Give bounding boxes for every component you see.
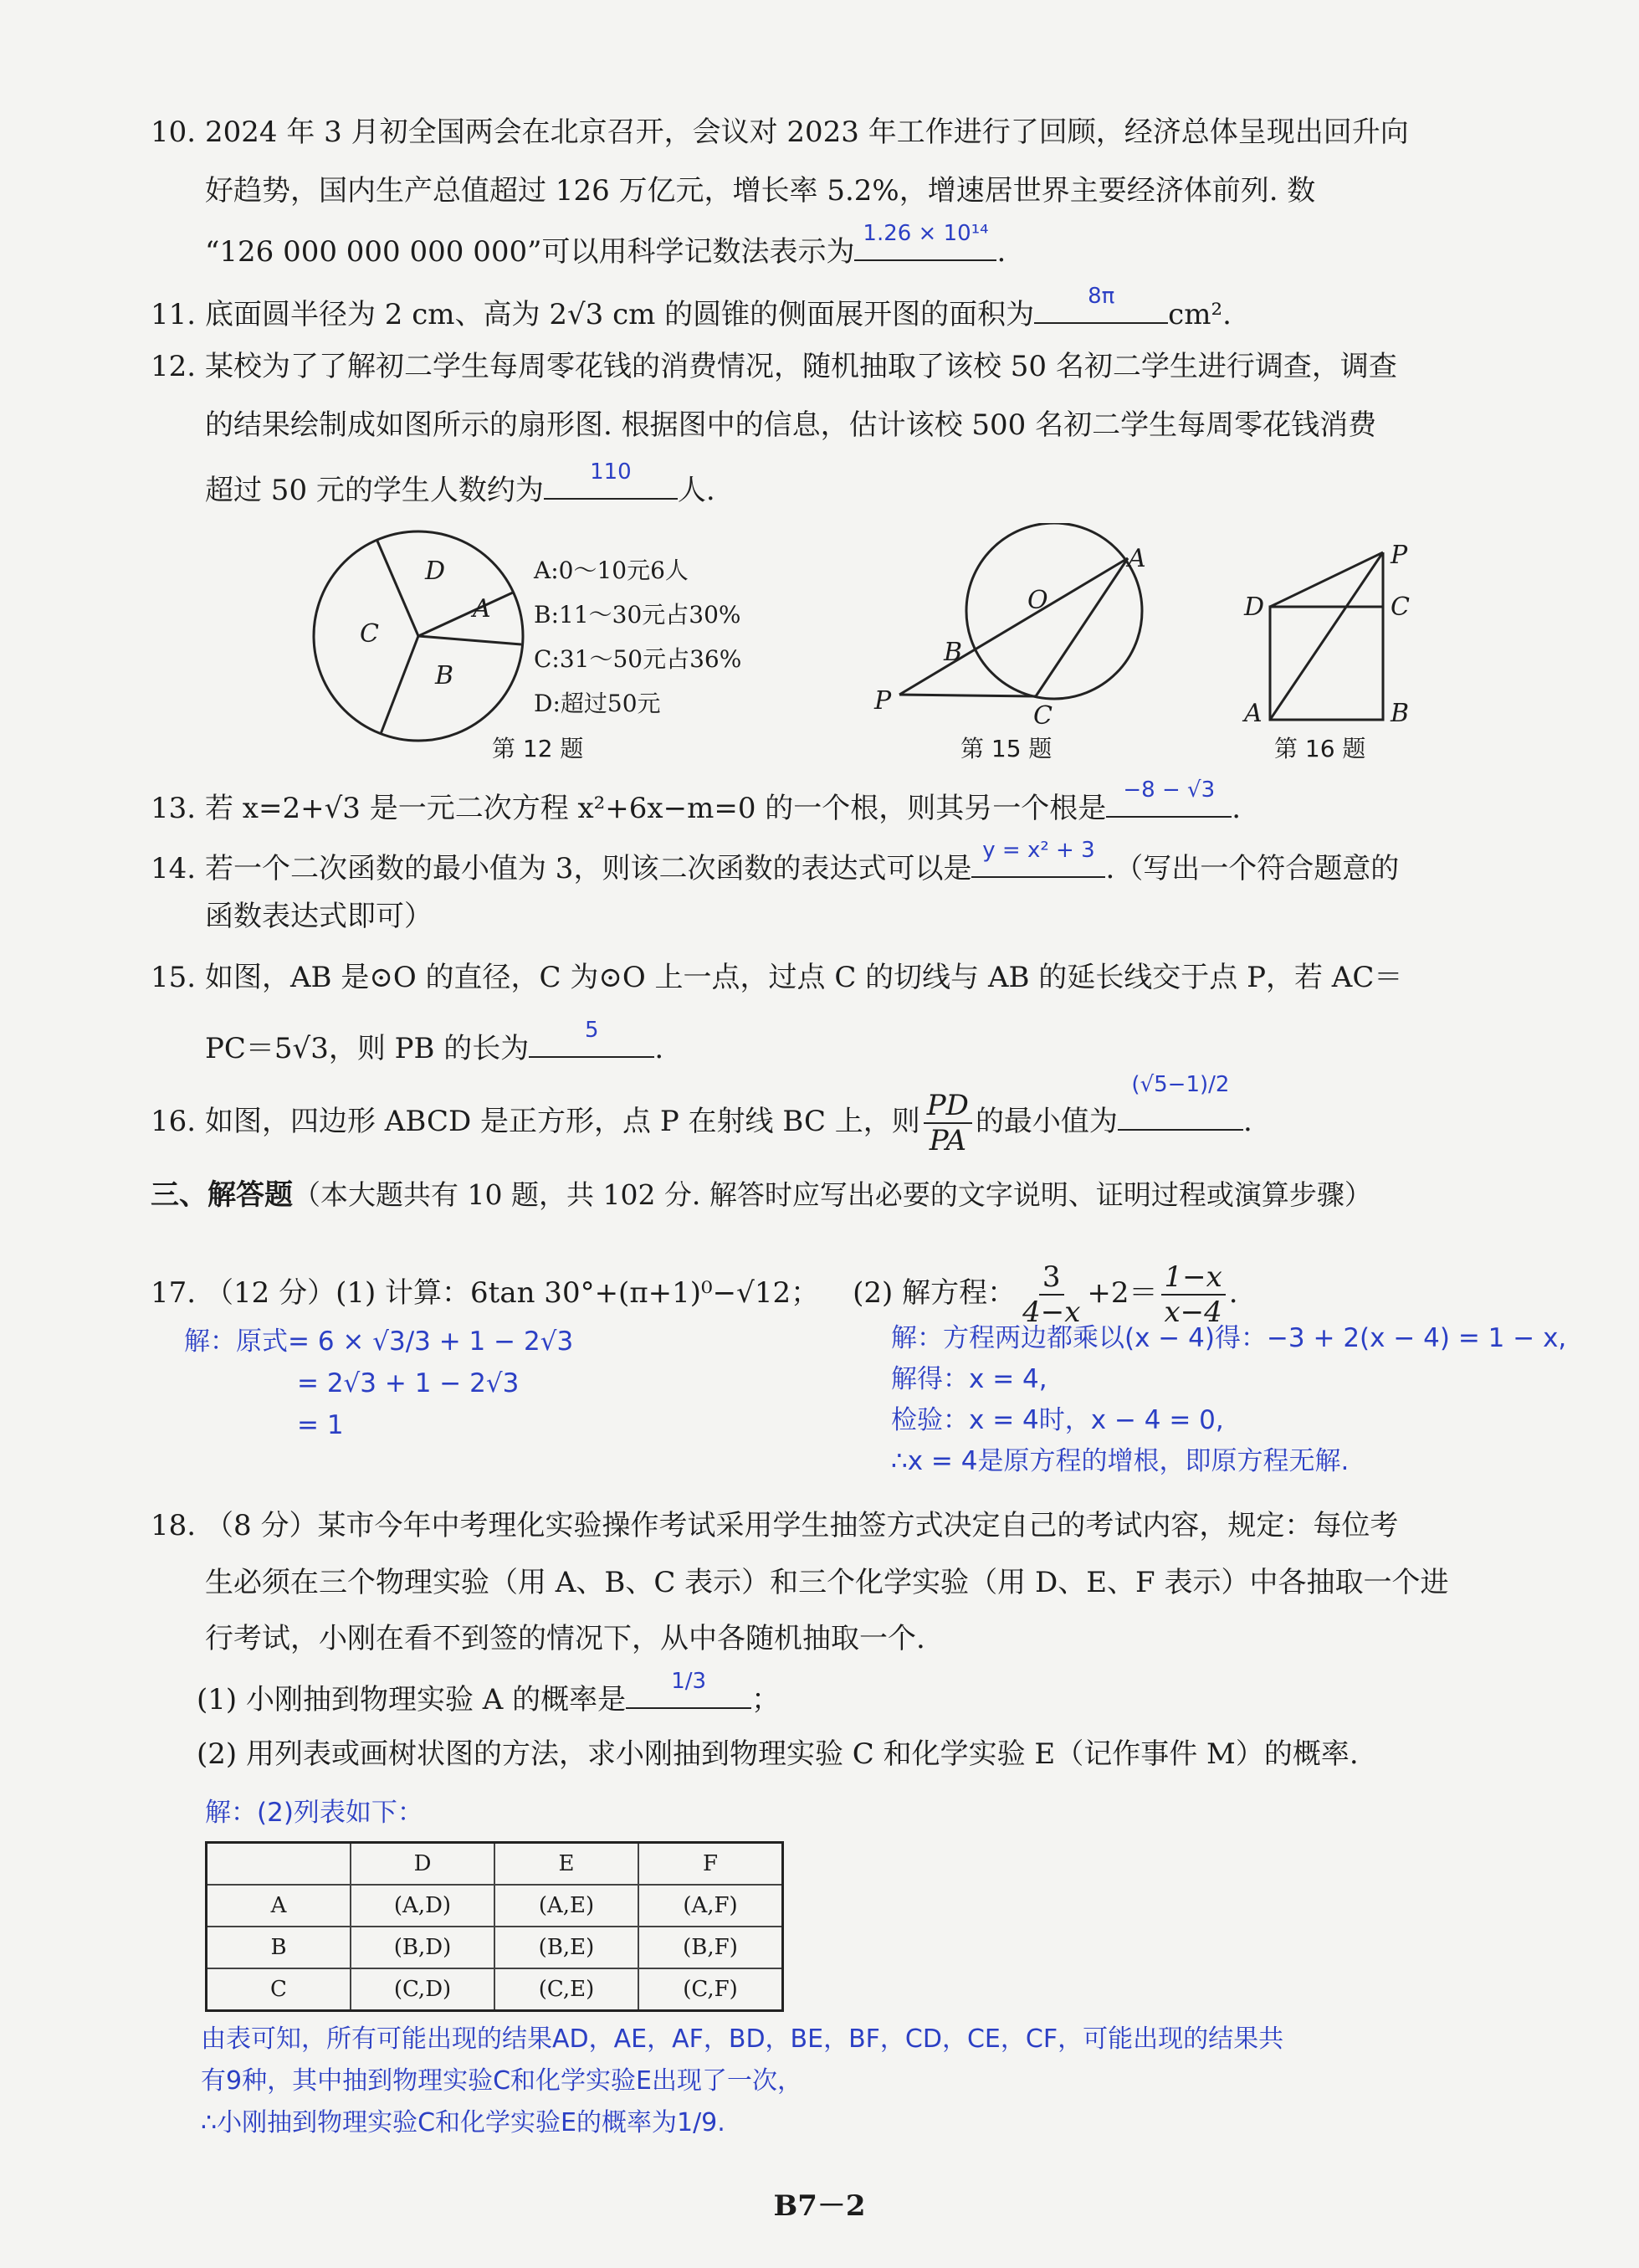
q17-sol1-line1: 解：原式= 6 × √3/3 + 1 − 2√3 [184,1326,574,1357]
q10-line1: 10. 2024 年 3 月初全国两会在北京召开，会议对 2023 年工作进行了回顾，经济总体呈现出回升向 [151,115,1409,149]
q18-conc-line2: 有9种，其中抽到物理实验C和化学实验E出现了一次， [201,2066,802,2096]
legend-a: A:0～10元6人 [534,557,689,584]
fig15-label-p: P [874,686,892,716]
q16-fraction: $\frac{PD}{PA}$ [924,1089,972,1157]
fig12-caption: 第 12 题 [492,735,584,762]
q11-answer: 8π [1088,284,1115,309]
pie-legend [534,548,741,726]
fig16-label-c: C [1391,593,1410,622]
q15-line2: PC＝5√3，则 PB 的长为 5 . [205,1023,663,1068]
q11-answer-blank [1034,284,1168,324]
q10-line2: 好趋势，国内生产总值超过 126 万亿元，增长率 5.2%，增速居世界主要经济体前列. 数 [205,174,1316,208]
q18-part1: (1) 小刚抽到物理实验 A 的概率是 1/3 ； [197,1674,780,1719]
q14-answer-blank [971,838,1105,878]
q10-answer: 1.26 × 10¹⁴ [863,221,989,246]
fig15-label-a: A [1128,544,1146,573]
fig16-label-b: B [1391,699,1410,728]
q17-sol2-line2: 解得：x = 4, [891,1364,1047,1394]
q15-answer: 5 [585,1018,599,1043]
table-row: D E F [207,1843,783,1886]
q18-solution-intro: 解：(2)列表如下： [205,1798,423,1828]
q16-answer: (√5−1)/2 [1131,1072,1230,1097]
q11-line: 11. 底面圆半径为 2 cm、高为 2√3 cm 的圆锥的侧面展开图的面积为 8π cm². [151,289,1232,334]
q14-answer: y = x² + 3 [982,838,1095,863]
q18-part2: (2) 用列表或画树状图的方法，求小刚抽到物理实验 C 和化学实验 E（记作事件 M）的概率. [197,1737,1359,1771]
q18-outcome-table [205,1841,784,2012]
q12-line2: 的结果绘制成如图所示的扇形图. 根据图中的信息，估计该校 500 名初二学生每周零花钱消费 [205,408,1377,442]
q18-conclusion [201,2019,1283,2144]
q12-answer-blank [544,459,678,500]
q13-answer: −8 − √3 [1123,777,1216,803]
q12-line3: 超过 50 元的学生人数约为 110 人. [205,464,715,510]
q12-line1: 12. 某校为了了解初二学生每周零花钱的消费情况，随机抽取了该校 50 名初二学生进行调查，调查 [151,350,1397,383]
q10-answer-blank [854,221,996,261]
q16-line: 16. 如图，四边形 ABCD 是正方形，点 P 在射线 BC 上，则 $\frac{PD}{PA}$ 的最小值为 (√5−1)/2 . [151,1084,1252,1159]
q17-sol1-line3: = 1 [297,1410,344,1440]
fig15-label-c: C [1033,701,1053,731]
pie-label-c: C [360,619,379,649]
q18-answer-blank [626,1669,751,1709]
fig16-label-p: P [1391,541,1408,570]
q14-line2: 函数表达式即可） [205,900,433,933]
fig15-label-b: B [944,638,963,667]
q17-sol1-line2: = 2√3 + 1 − 2√3 [297,1368,520,1398]
q16-answer-blank [1118,1072,1243,1131]
q18-p1-answer: 1/3 [671,1669,707,1694]
table-row: A (A,D) (A,E) (A,F) [207,1885,783,1927]
q15-answer-blank [529,1018,654,1058]
q17-sol2-line1: 解：方程两边都乘以(x − 4)得：−3 + 2(x − 4) = 1 − x, [891,1323,1567,1353]
legend-d: D:超过50元 [534,690,661,717]
fig15-label-o: O [1027,586,1048,615]
q17-sol2-line3: 检验：x = 4时，x − 4 = 0, [891,1405,1224,1435]
pie-label-a: A [473,594,491,623]
q17-frac1: $\frac{3}{4-x}$ [1022,1260,1081,1329]
legend-c: C:31～50元占36% [534,645,742,673]
q18-line3: 行考试，小刚在看不到签的情况下，从中各随机抽取一个. [205,1622,925,1655]
q10-line3: “126 000 000 000 000”可以用科学记数法表示为 1.26 × 10¹⁴ . [205,226,1006,271]
fig16-caption: 第 16 题 [1274,735,1366,762]
fig15-caption: 第 15 题 [960,735,1053,762]
q17-frac2: $\frac{1-x}{x-4}$ [1161,1260,1226,1329]
fig16-label-d: D [1244,593,1265,622]
fig16-label-a: A [1244,699,1263,728]
q18-line1: 18. （8 分）某市今年中考理化实验操作考试采用学生抽签方式决定自己的考试内容，规定：每位考 [151,1509,1399,1542]
q17-solution1 [184,1321,573,1446]
q17-solution2 [891,1318,1566,1482]
q18-line2: 生必须在三个物理实验（用 A、B、C 表示）和三个化学实验（用 D、E、F 表示）中各抽取一个进 [205,1566,1449,1599]
page-footer: B7－2 [773,2189,866,2223]
q13-line: 13. 若 x=2+√3 是一元二次方程 x²+6x−m=0 的一个根，则其另一个根是 −8 − √3 . [151,783,1241,828]
q12-answer: 110 [590,459,632,485]
table-row: C (C,D) (C,E) (C,F) [207,1968,783,2011]
q13-answer-blank [1106,777,1232,818]
q18-conc-line3: ∴小刚抽到物理实验C和化学实验E的概率为1/9. [201,2108,725,2137]
pie-label-b: B [435,661,454,690]
legend-b: B:11～30元占30% [534,601,741,629]
section3-header: 三、解答题（本大题共有 10 题，共 102 分. 解答时应写出必要的文字说明、证明过程或演算步骤） [151,1178,1372,1212]
q17-sol2-line4: ∴x = 4是原方程的增根，即原方程无解. [891,1446,1350,1476]
pie-label-d: D [425,557,446,586]
q14-line1: 14. 若一个二次函数的最小值为 3，则该二次函数的表达式可以是 y = x² + 3 .（写出一个符合题意的 [151,843,1399,888]
q15-line1: 15. 如图，AB 是⊙O 的直径，C 为⊙O 上一点，过点 C 的切线与 AB 的延长线交于点 P，若 AC＝ [151,961,1403,994]
q17-line: 17. （12 分）(1) 计算：6tan 30°+(π+1)⁰−√12； (2) 解方程： $\frac{3}{4-x}$ +2＝ $\frac{1-x}{x-4}$ . [151,1260,1238,1329]
q18-conc-line1: 由表可知，所有可能出现的结果AD，AE，AF，BD，BE，BF，CD，CE，CF，可能出现的结果共 [201,2024,1284,2054]
table-row: B (B,D) (B,E) (B,F) [207,1927,783,1968]
